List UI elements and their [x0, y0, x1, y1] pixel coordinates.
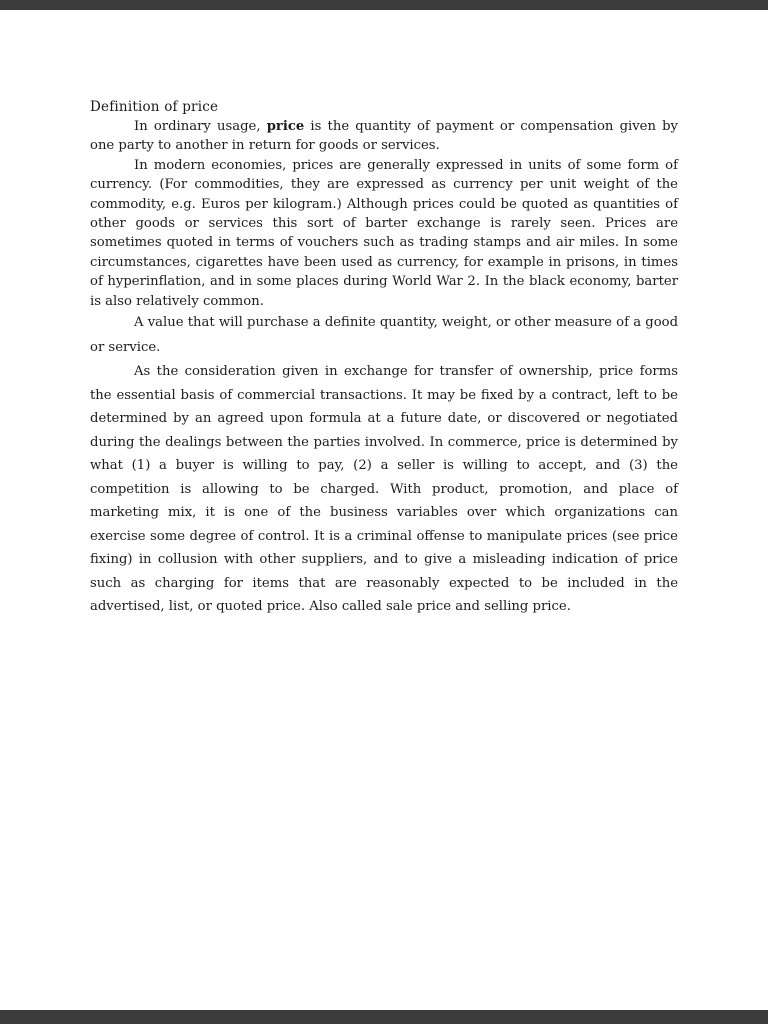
paragraph-definition-rest: is the quantity of payment or compensation given by one party to another in return for goods or services. [90, 119, 678, 154]
viewer-bottom-bar [0, 1010, 768, 1024]
document-title: Definition of price [90, 99, 219, 115]
paragraph-consideration: As the consideration given in exchange for transfer of ownership, price forms the essential basis of commercial transactions. It may be fixed by a contract, left to be determined by an agreed upon formula at a future date, or discovered or negotiated during the dealings between the parties involved. In commerce, price is determined by what (1) a buyer is willing to pay, (2) a seller is willing to accept, and (3) the competition is allowing to be charged. With product, promotion, and place of marketing mix, it is one of the business variables over which organizations can exercise some degree of control. It is a criminal offense to manipulate prices (see price fixing) in collusion with other suppliers, and to give a misleading indication of price such as charging for items that are reasonably expected to be included in the advertised, list, or quoted price. Also called sale price and selling price. [90, 364, 678, 615]
paragraph-value: A value that will purchase a definite quantity, weight, or other measure of a good or service. [90, 315, 679, 355]
paragraph-definition-lead: In ordinary usage, [134, 119, 267, 134]
bold-term-price: price [266, 119, 305, 134]
paragraph-modern-economies: In modern economies, prices are generally expressed in units of some form of currency. (For commodities, they are expressed as currency per unit weight of the commodity, e.g. Euros per kilogram.) Although prices could be quoted as quantities of other goods or services this sort of barter exchange is rarely seen. Prices are sometimes quoted in terms of vouchers such as trading stamps and air miles. In some circumstances, cigarettes have been used as currency, for example in prisons, in times of hyperinflation, and in some places during World War 2. In the black economy, barter is also relatively common. [90, 157, 678, 309]
paragraph-definition [90, 117, 678, 156]
viewer-top-bar [0, 0, 768, 10]
